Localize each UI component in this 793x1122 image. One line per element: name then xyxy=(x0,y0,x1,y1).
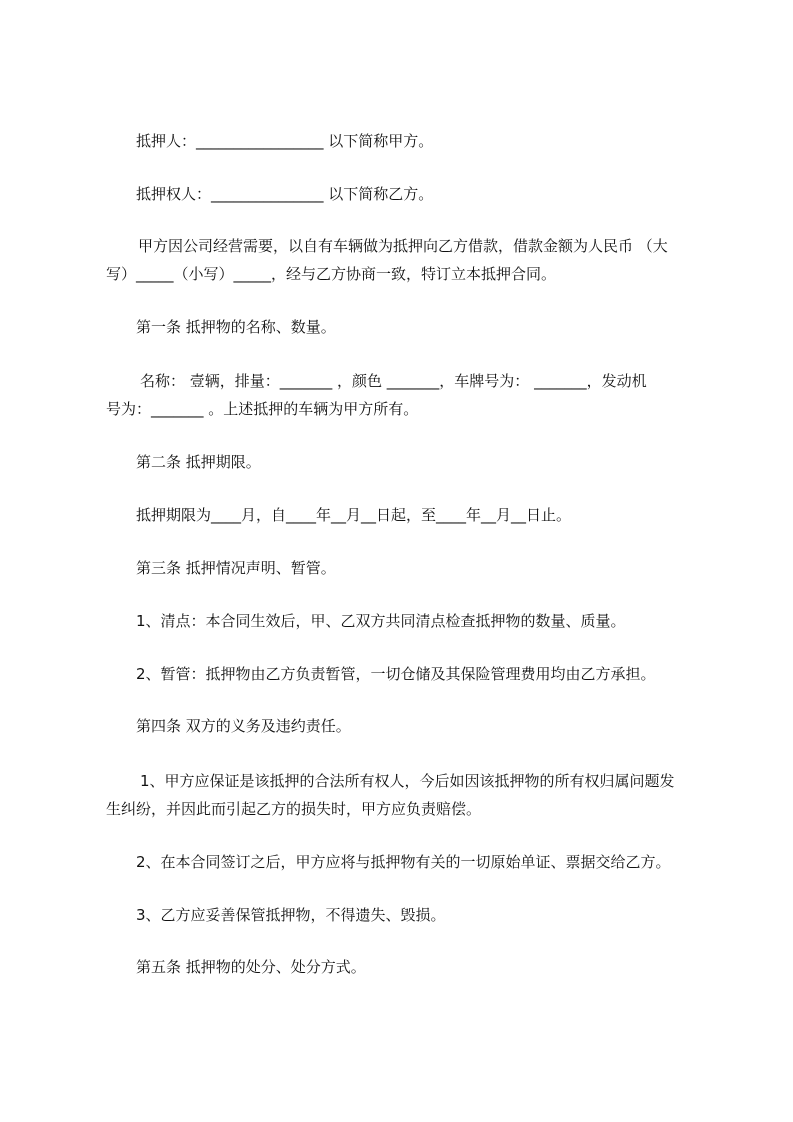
article-4-item-2: 2、在本合同签订之后，甲方应将与抵押物有关的一切原始单证、票据交给乙方。 xyxy=(136,853,671,871)
article-2-term-line: 抵押期限为____月，自____年__月__日起，至____年__月__日止。 xyxy=(136,506,572,524)
article-3-item-1: 1、清点：本合同生效后，甲、乙双方共同清点检查抵押物的数量、质量。 xyxy=(136,612,626,630)
article-1-heading: 第一条 抵押物的名称、数量。 xyxy=(136,318,336,336)
article-4-item-1-line-2: 生纠纷，并因此而引起乙方的损失时，甲方应负责赔偿。 xyxy=(106,800,482,818)
article-5-heading: 第五条 抵押物的处分、处分方式。 xyxy=(136,958,366,976)
article-1-line-1: 名称： 壹辆，排量：_______ ，颜色 _______，车牌号为： _______，发动机 xyxy=(140,372,647,390)
article-4-item-1-line-1: 1、甲方应保证是该抵押的合法所有权人，今后如因该抵押物的所有权归属问题发 xyxy=(140,772,675,790)
article-2-heading: 第二条 抵押期限。 xyxy=(136,453,261,471)
preamble-line-2: 写）_____（小写）_____，经与乙方协商一致，特订立本抵押合同。 xyxy=(106,265,557,283)
article-1-line-2: 号为：_______ 。上述抵押的车辆为甲方所有。 xyxy=(106,400,419,418)
mortgagee-line: 抵押权人：_______________ 以下简称乙方。 xyxy=(136,185,434,203)
article-4-heading: 第四条 双方的义务及违约责任。 xyxy=(136,717,351,735)
article-3-item-2: 2、暂管：抵押物由乙方负责暂管，一切仓储及其保险管理费用均由乙方承担。 xyxy=(136,665,656,683)
article-4-item-3: 3、乙方应妥善保管抵押物，不得遗失、毁损。 xyxy=(136,906,446,924)
mortgagor-line: 抵押人：_________________ 以下简称甲方。 xyxy=(136,132,434,150)
preamble-line-1: 甲方因公司经营需要，以自有车辆做为抵押向乙方借款，借款金额为人民币 （大 xyxy=(138,237,668,255)
article-3-heading: 第三条 抵押情况声明、暂管。 xyxy=(136,559,336,577)
